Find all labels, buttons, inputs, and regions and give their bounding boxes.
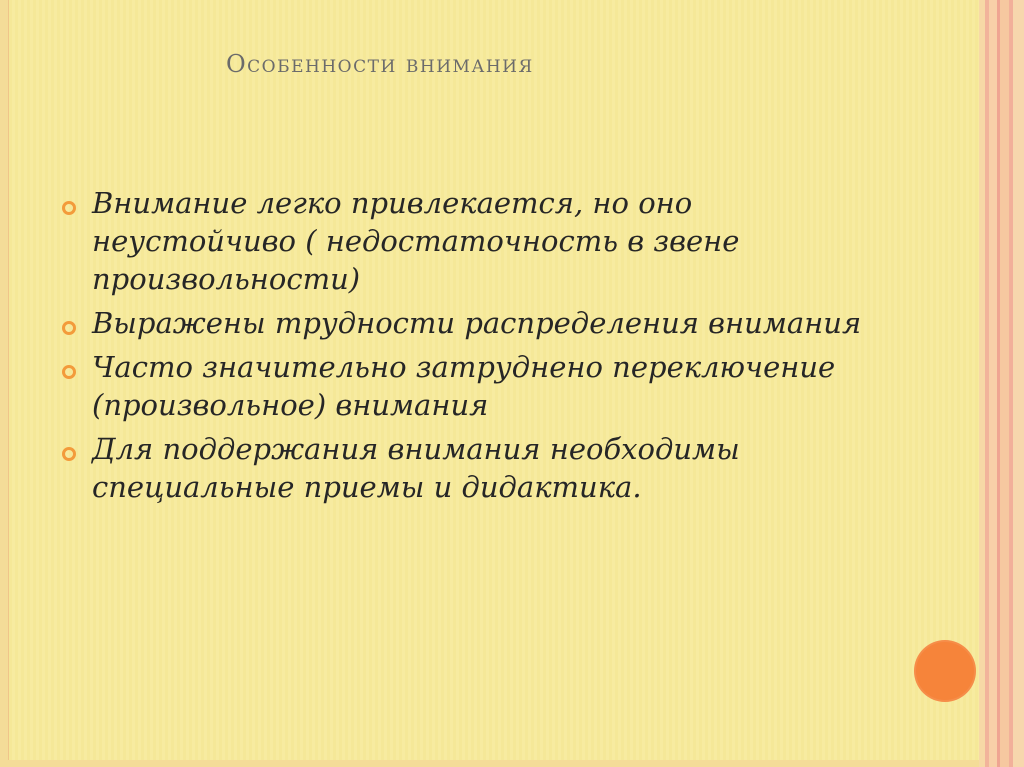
stripe-3 — [989, 0, 997, 767]
bottom-frame-border — [0, 760, 1024, 767]
bullet-text: Выражены трудности распределения внимания — [92, 306, 862, 340]
ring-bullet-icon — [62, 321, 76, 335]
bullet-list — [62, 184, 902, 512]
bullet-item — [62, 184, 902, 298]
orange-circle-decoration — [914, 640, 976, 702]
bullet-item — [62, 348, 902, 424]
right-decorative-stripes — [979, 0, 1024, 767]
bullet-item — [62, 304, 902, 342]
slide-title: Особенности внимания — [226, 50, 534, 78]
ring-bullet-icon — [62, 447, 76, 461]
bullet-text: Для поддержания внимания необходимы специальные приемы и дидактика. — [92, 432, 740, 504]
ring-bullet-icon — [62, 365, 76, 379]
stripe-5 — [1000, 0, 1009, 767]
bullet-text: Часто значительно затруднено переключение (произвольное) внимания — [92, 350, 836, 422]
bullet-item — [62, 430, 902, 506]
stripe-7 — [1013, 0, 1024, 767]
left-frame-border — [0, 0, 9, 767]
bullet-text: Внимание легко привлекается, но оно неустойчиво ( недостаточность в звене произвольности) — [92, 186, 740, 296]
ring-bullet-icon — [62, 201, 76, 215]
